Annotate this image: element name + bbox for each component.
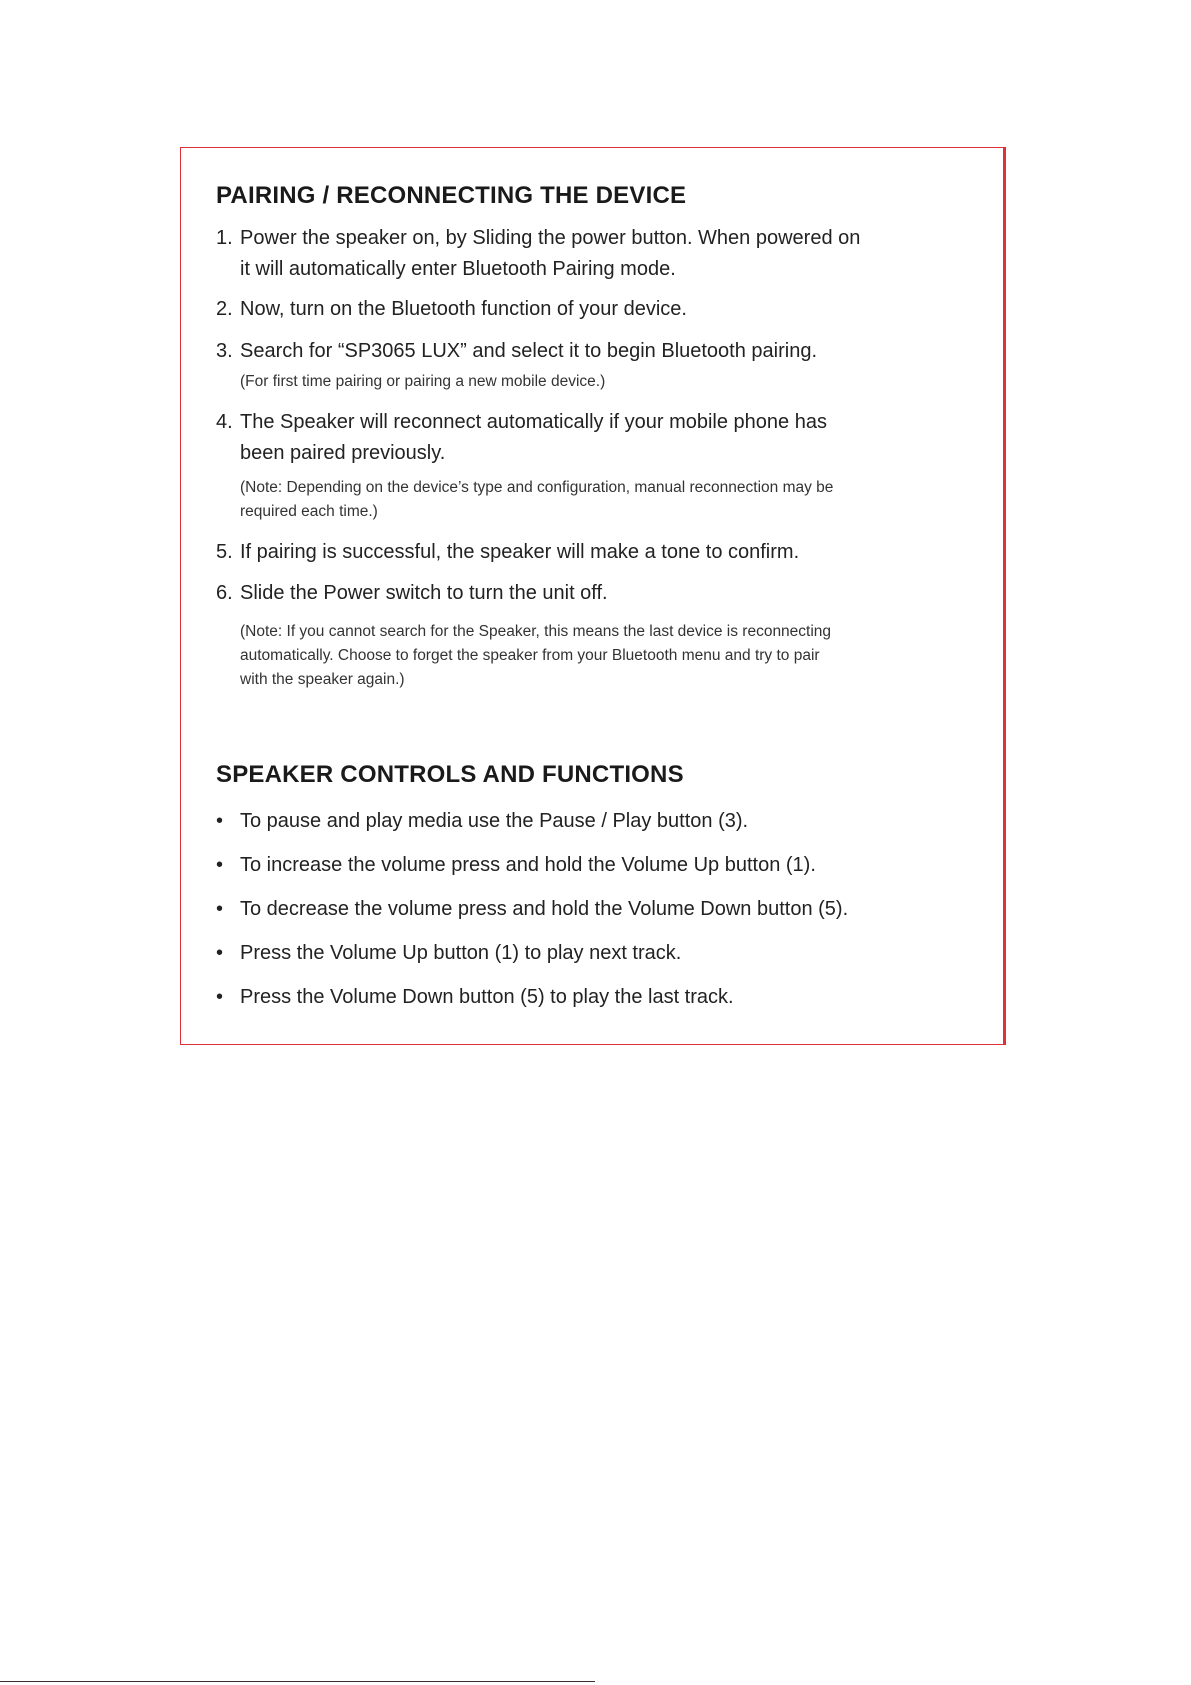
note-line: automatically. Choose to forget the speaker from your Bluetooth menu and try to pair	[240, 647, 820, 664]
note-line: (Note: Depending on the device’s type and configuration, manual reconnection may be	[240, 479, 834, 496]
step-number: 2.	[216, 298, 233, 320]
pairing-title: PAIRING / RECONNECTING THE DEVICE	[216, 182, 687, 209]
step-text-continued: it will automatically enter Bluetooth Pairing mode.	[240, 258, 676, 280]
bullet-icon: •	[216, 854, 224, 876]
bullet-icon: •	[216, 810, 224, 832]
step-text: The Speaker will reconnect automatically if your mobile phone has	[240, 411, 827, 433]
step-number: 3.	[216, 340, 233, 362]
step-text-continued: been paired previously.	[240, 442, 446, 464]
step-4	[216, 407, 827, 469]
control-text: To decrease the volume press and hold the Volume Down button (5).	[240, 898, 849, 920]
note-line: (Note: If you cannot search for the Speaker, this means the last device is reconnecting	[240, 623, 832, 640]
control-text: Press the Volume Down button (5) to play the last track.	[240, 986, 734, 1008]
step-number: 1.	[216, 227, 233, 249]
step-text: Power the speaker on, by Sliding the power button. When powered on	[240, 227, 861, 249]
step-4-note	[240, 476, 833, 524]
step-text: If pairing is successful, the speaker will make a tone to confirm.	[240, 541, 800, 563]
step-6	[216, 578, 608, 609]
control-item	[216, 939, 681, 967]
control-text: To increase the volume press and hold the Volume Up button (1).	[240, 854, 816, 876]
bullet-icon: •	[216, 942, 224, 964]
step-1	[216, 223, 860, 285]
step-number: 4.	[216, 411, 233, 433]
control-text: To pause and play media use the Pause / Play button (3).	[240, 810, 749, 832]
control-item	[216, 983, 734, 1011]
control-item	[216, 851, 816, 879]
step-text: Slide the Power switch to turn the unit off.	[240, 582, 608, 604]
note-line: with the speaker again.)	[240, 671, 405, 688]
step-3-note: (For first time pairing or pairing a new mobile device.)	[240, 373, 606, 390]
note-line: required each time.)	[240, 503, 378, 520]
controls-title: SPEAKER CONTROLS AND FUNCTIONS	[216, 761, 684, 788]
step-2	[216, 294, 687, 325]
step-5	[216, 537, 799, 568]
step-3	[216, 336, 817, 367]
step-number: 5.	[216, 541, 233, 563]
step-number: 6.	[216, 582, 233, 604]
bullet-icon: •	[216, 986, 224, 1008]
step-text: Search for “SP3065 LUX” and select it to begin Bluetooth pairing.	[240, 340, 818, 362]
control-item	[216, 807, 748, 835]
bullet-icon: •	[216, 898, 224, 920]
control-item	[216, 895, 848, 923]
control-text: Press the Volume Up button (1) to play next track.	[240, 942, 682, 964]
page-edge-line	[0, 1681, 595, 1682]
step-6-note	[240, 620, 831, 692]
step-text: Now, turn on the Bluetooth function of your device.	[240, 298, 687, 320]
